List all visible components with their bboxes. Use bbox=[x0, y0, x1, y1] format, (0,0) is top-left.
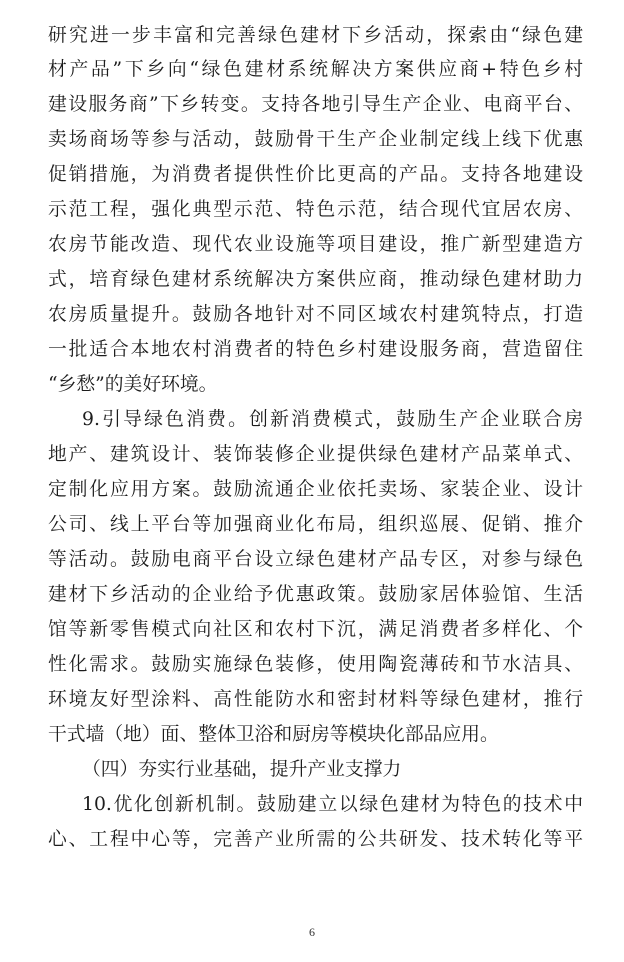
text-line: 公司、线上平台等加强商业化布局，组织巡展、促销、推介 bbox=[48, 514, 583, 535]
page-number: 6 bbox=[309, 925, 315, 939]
text-line: 环境友好型涂料、高性能防水和密封材料等绿色建材，推行 bbox=[48, 689, 583, 710]
text-line: 农房质量提升。鼓励各地针对不同区域农村建筑特点，打造 bbox=[48, 304, 583, 325]
text-line: 材产品”下乡向“绿色建材系统解决方案供应商+特色乡村 bbox=[48, 59, 583, 80]
text-line: 地产、建筑设计、装饰装修企业提供绿色建材产品菜单式、 bbox=[48, 444, 583, 465]
text-line: 建设服务商”下乡转变。支持各地引导生产企业、电商平台、 bbox=[48, 94, 583, 115]
text-line: 研究进一步丰富和完善绿色建材下乡活动，探索由“绿色建 bbox=[48, 25, 583, 46]
section-heading: （四）夯实行业基础，提升产业支撑力 bbox=[82, 759, 402, 780]
text-line: 建材下乡活动的企业给予优惠政策。鼓励家居体验馆、生活 bbox=[48, 584, 583, 605]
text-line: “乡愁”的美好环境。 bbox=[48, 374, 218, 395]
text-line: 馆等新零售模式向社区和农村下沉，满足消费者多样化、个 bbox=[48, 619, 583, 640]
text-line: 定制化应用方案。鼓励流通企业依托卖场、家装企业、设计 bbox=[48, 479, 583, 500]
text-line: 等活动。鼓励电商平台设立绿色建材产品专区，对参与绿色 bbox=[48, 549, 583, 570]
text-line: 促销措施，为消费者提供性价比更高的产品。支持各地建设 bbox=[48, 164, 583, 185]
text-line: 9.引导绿色消费。创新消费模式，鼓励生产企业联合房 bbox=[82, 409, 583, 430]
text-line: 卖场商场等参与活动，鼓励骨干生产企业制定线上线下优惠 bbox=[48, 129, 583, 150]
text-line: 干式墙（地）面、整体卫浴和厨房等模块化部品应用。 bbox=[48, 724, 499, 745]
text-line: 一批适合本地农村消费者的特色乡村建设服务商，营造留住 bbox=[48, 339, 583, 360]
text-line: 式，培育绿色建材系统解决方案供应商，推动绿色建材助力 bbox=[48, 269, 583, 290]
text-line: 心、工程中心等，完善产业所需的公共研发、技术转化等平 bbox=[48, 829, 583, 850]
text-line: 性化需求。鼓励实施绿色装修，使用陶瓷薄砖和节水洁具、 bbox=[48, 654, 583, 675]
text-line: 10.优化创新机制。鼓励建立以绿色建材为特色的技术中 bbox=[82, 794, 583, 815]
text-line: 示范工程，强化典型示范、特色示范，结合现代宜居农房、 bbox=[48, 199, 583, 220]
text-line: 农房节能改造、现代农业设施等项目建设，推广新型建造方 bbox=[48, 234, 583, 255]
